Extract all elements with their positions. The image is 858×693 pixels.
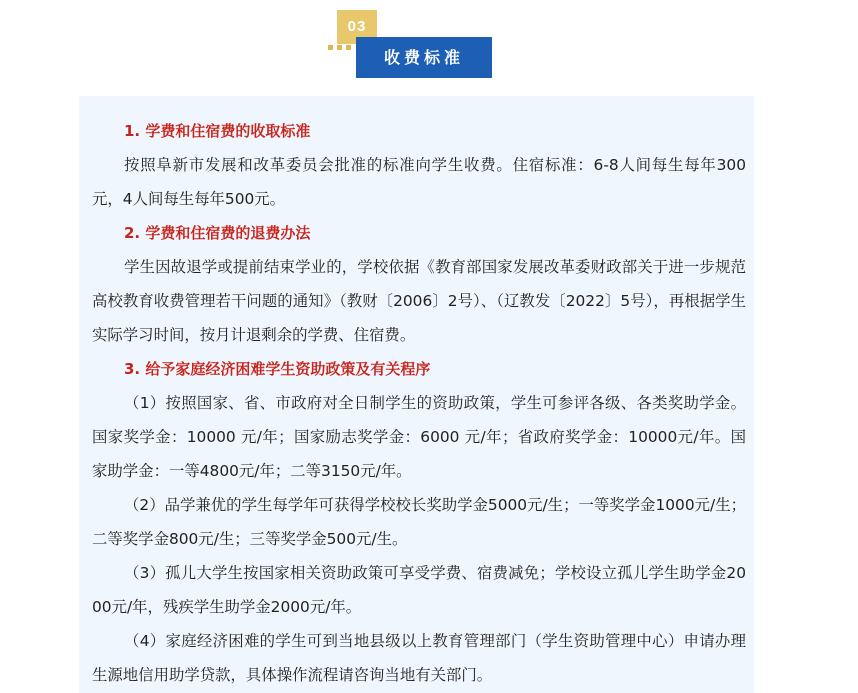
section-tuition-standard	[92, 114, 746, 216]
section-number-badge: 03	[337, 10, 377, 44]
content-body	[92, 114, 746, 692]
section-paragraph: 学生因故退学或提前结束学业的，学校依据《教育部国家发展改革委财政部关于进一步规范高校教育收费管理若干问题的通知》（教财〔2006〕2号）、（辽教发〔2022〕5号），再根据学生实际学习时间，按月计退剩余的学费、住宿费。	[92, 258, 746, 344]
section-heading: 2. 学费和住宿费的退费办法	[124, 224, 311, 242]
section-paragraph: （3）孤儿大学生按国家相关资助政策可享受学费、宿费减免；学校设立孤儿学生助学金2000元/年，残疾学生助学金2000元/年。	[92, 564, 746, 616]
section-heading: 3. 给予家庭经济困难学生资助政策及有关程序	[124, 360, 431, 378]
section-paragraph: 按照阜新市发展和改革委员会批准的标准向学生收费。住宿标准：6-8人间每生每年300元，4人间每生每年500元。	[92, 156, 746, 208]
section-paragraph: （4）家庭经济困难的学生可到当地县级以上教育管理部门（学生资助管理中心）申请办理生源地信用助学贷款，具体操作流程请咨询当地有关部门。	[92, 632, 746, 684]
section-heading: 1. 学费和住宿费的收取标准	[124, 122, 311, 140]
section-paragraph: （2）品学兼优的学生每学年可获得学校校长奖助学金5000元/生；一等奖学金1000元/生；二等奖学金800元/生；三等奖学金500元/生。	[92, 496, 746, 548]
section-title: 收费标准	[356, 37, 492, 78]
section-paragraph: （1）按照国家、省、市政府对全日制学生的资助政策，学生可参评各级、各类奖助学金。国家奖学金：10000 元/年；国家励志奖学金：6000 元/年；省政府奖学金：10000元/年。国家助学金：一等4800元/年；二等3150元/年。	[92, 394, 746, 480]
decorative-dots	[328, 45, 354, 51]
section-refund-policy	[92, 216, 746, 352]
section-financial-aid	[92, 352, 746, 692]
